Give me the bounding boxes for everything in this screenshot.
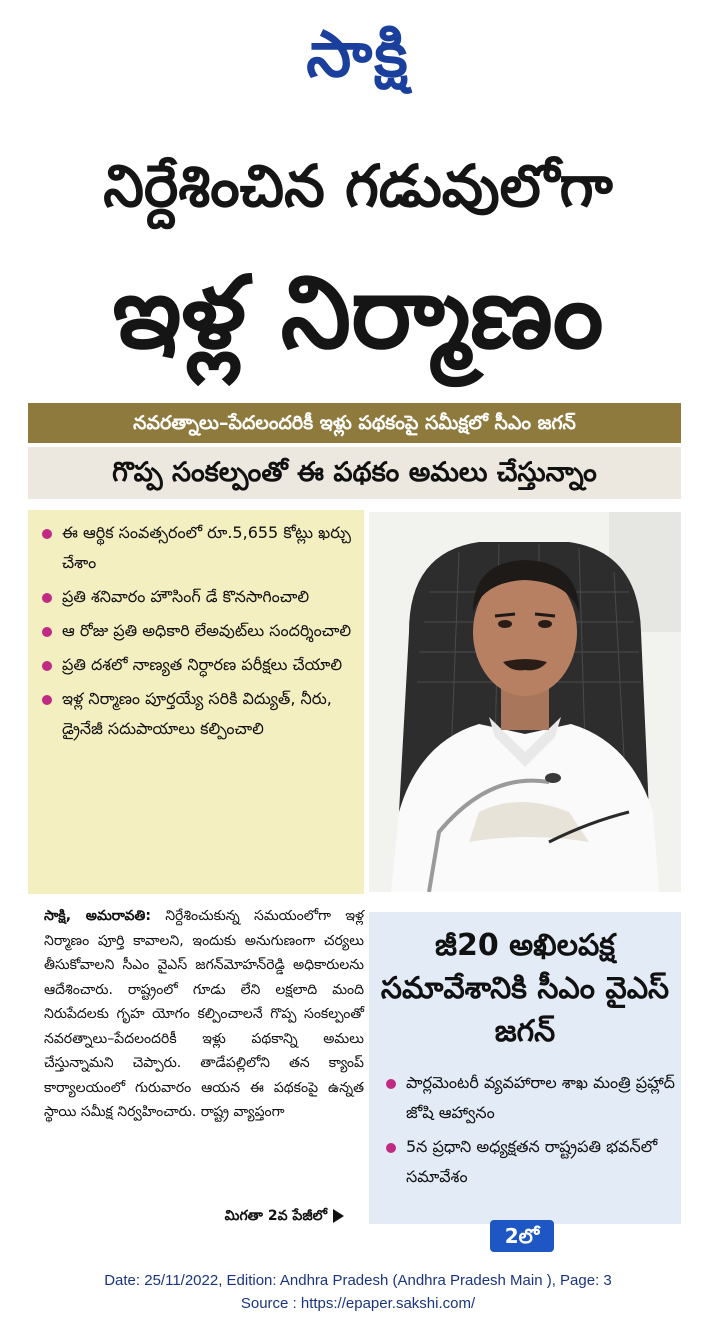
- portrait-illustration: [369, 512, 681, 892]
- article-dateline: సాక్షి, అమరావతి:: [44, 908, 151, 924]
- headline-line1: నిర్దేశించిన గడువులోగా: [103, 152, 613, 220]
- sidebar-item: 5న ప్రధాని అధ్యక్షతన రాష్ట్రపతి భవన్‌లో సమావేశం: [384, 1132, 676, 1192]
- page-reference-badge[interactable]: 2లో: [490, 1220, 554, 1252]
- subheadline: గొప్ప సంకల్పంతో ఈ పథకం అమలు చేస్తున్నాం: [112, 457, 597, 488]
- highlight-item: ఇళ్ల నిర్మాణం పూర్తయ్యే సరికి విద్యుత్, నీరు, డ్రైనేజీ సదుపాయాలు కల్పించాలి: [40, 684, 358, 744]
- article-body: [44, 904, 364, 1125]
- highlight-item: ప్రతి శనివారం హౌసింగ్ డే కొనసాగించాలి: [40, 582, 358, 612]
- highlight-item: ఈ ఆర్థిక సంవత్సరంలో రూ.5,655 కోట్లు ఖర్చు చేశాం: [40, 518, 358, 578]
- highlight-item: ఆ రోజు ప్రతి అధికారి లేఅవుట్‌లు సందర్శించాలి: [40, 616, 358, 646]
- bullet-dot-icon: [42, 529, 52, 539]
- bullet-dot-icon: [42, 627, 52, 637]
- article-text: నిర్దేశించుకున్న సమయంలోగా ఇళ్ల నిర్మాణం పూర్తి కావాలని, ఇందుకు అనుగుణంగా చర్యలు తీసుకోవాలని సీఎం వైఎస్ జగన్‌మోహన్‌రెడ్డి అధికారులను ఆదేశించారు. రాష్ట్రంలో గూడు లేని లక్షలాది మంది నిరుపేదలకు గృహ యోగం కల్పించాలనే గొప్ప సంకల్పంతో నవరత్నాలు–పేదలందరికీ ఇళ్లు పథకాన్ని అమలు చేస్తున్నామని చెప్పారు. తాడేపల్లిలోని తన క్యాంప్ కార్యాలయంలో గురువారం ఆయన ఈ పథకంపై ఉన్నత స్థాయి సమీక్ష నిర్వహించారు. రాష్ట్ర వ్యాప్తంగా: [44, 908, 365, 1120]
- sidebar-list: [384, 1068, 676, 1196]
- news-photo: [369, 512, 681, 892]
- bullet-dot-icon: [386, 1079, 396, 1089]
- sidebar-item: పార్లమెంటరీ వ్యవహారాల శాఖ మంత్రి ప్రహ్లాద్ జోషి ఆహ్వానం: [384, 1068, 676, 1128]
- highlights-list: [40, 518, 358, 748]
- continued-link[interactable]: మిగతా 2వ పేజీలో: [44, 1208, 344, 1227]
- strap-text: నవరత్నాలు–పేదలందరికీ ఇళ్లు పథకంపై సమీక్షలో సీఎం జగన్: [133, 412, 576, 434]
- sidebar-title: జీ20 అఖిలపక్ష సమావేశానికి సీఎం వైఎస్ జగన్: [380, 928, 670, 1049]
- bullet-dot-icon: [42, 695, 52, 705]
- highlight-item: ప్రతి దశలో నాణ్యత నిర్ధారణ పరీక్షలు చేయాలి: [40, 650, 358, 680]
- headline-line2: ఇళ్ల నిర్మాణం: [112, 254, 604, 371]
- footer-edition-info: Date: 25/11/2022, Edition: Andhra Pradesh (Andhra Pradesh Main ), Page: 3: [104, 1272, 612, 1289]
- bullet-dot-icon: [386, 1143, 396, 1153]
- masthead-logo: సాక్షి: [306, 18, 410, 92]
- bullet-dot-icon: [42, 661, 52, 671]
- bullet-dot-icon: [42, 593, 52, 603]
- footer-source: Source : https://epaper.sakshi.com/: [240, 1295, 476, 1312]
- arrow-right-icon: [333, 1209, 344, 1223]
